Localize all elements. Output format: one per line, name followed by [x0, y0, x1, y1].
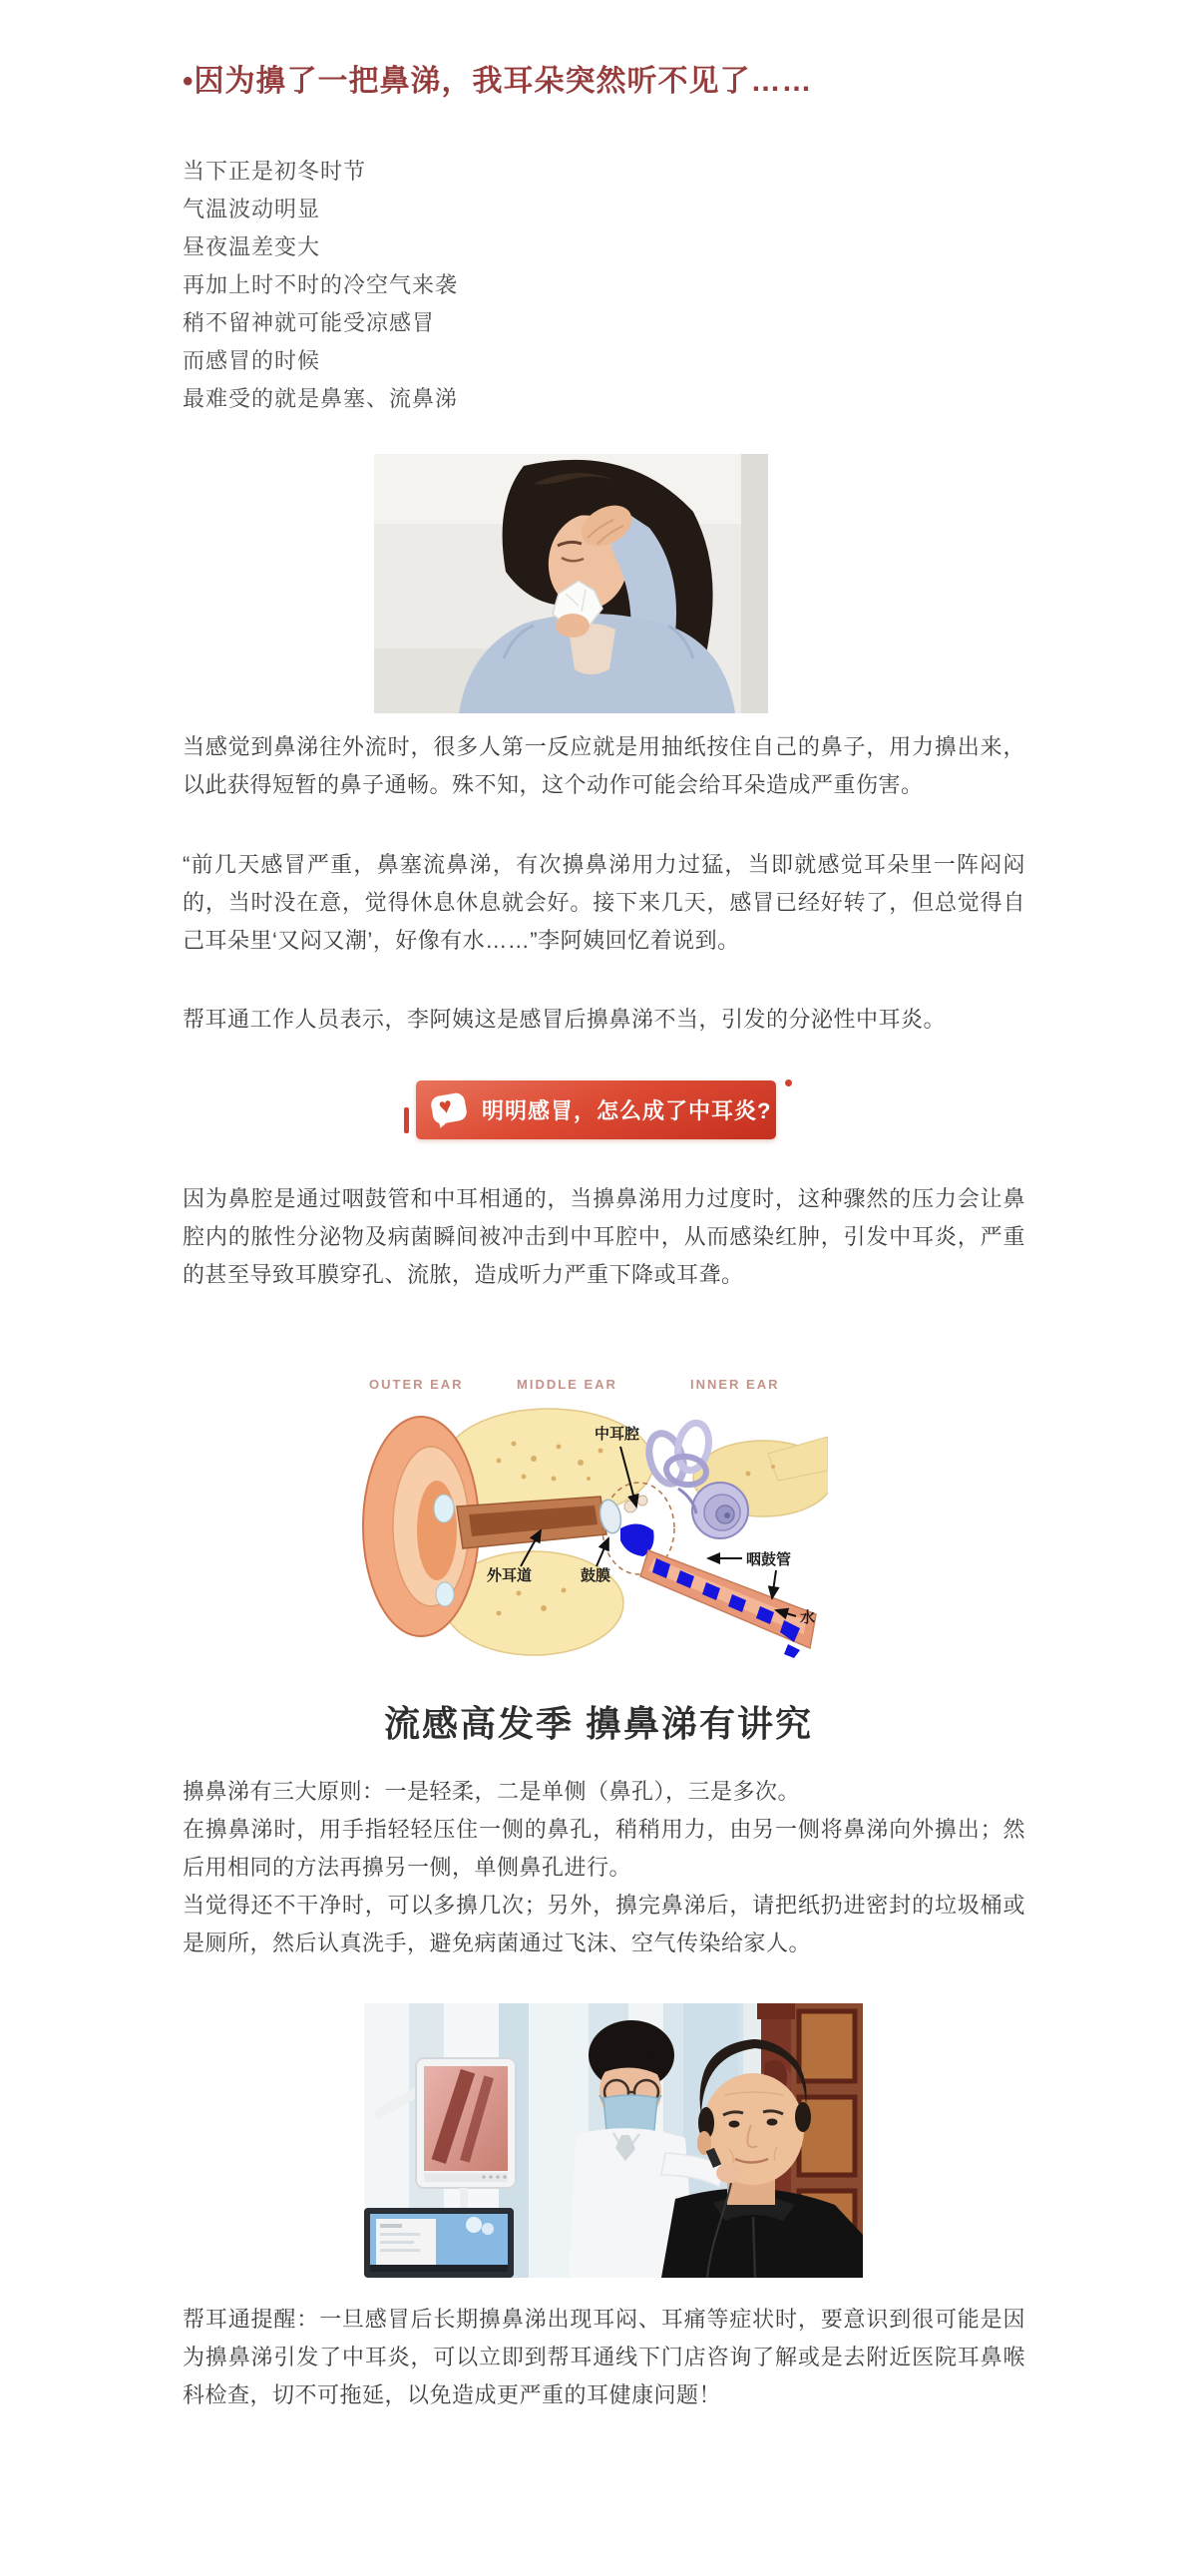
eardrum-label: 鼓膜: [581, 1567, 611, 1584]
outer-ear-region-label: OUTER EAR: [369, 1377, 464, 1392]
paragraph-staff-comment: 帮耳通工作人员表示，李阿姨这是感冒后擤鼻涕不当，引发的分泌性中耳炎。: [183, 1007, 947, 1032]
laptop: [364, 2208, 514, 2278]
paragraph-why-otitis: 因为鼻腔是通过咽鼓管和中耳相通的，当擤鼻涕用力过度时，这种骤然的压力会让鼻腔内的脓性分泌物及病菌瞬间被冲击到中耳腔中，从而感染红肿，引发中耳炎，严重的甚至导致耳膜穿孔、流脓，造成听力严重下降或耳聋。: [183, 1186, 1025, 1287]
flu-woman-illustration: [374, 454, 768, 713]
eustachian-tube-label: 咽鼓管: [746, 1551, 792, 1568]
intro-line: 稍不留神就可能受凉感冒: [183, 310, 436, 335]
intro-line: 昼夜温差变大: [183, 234, 321, 259]
intro-lines: [183, 153, 458, 418]
section-heading: 流感高发季 擤鼻涕有讲究: [383, 1703, 813, 1744]
flu-woman-photo: [374, 454, 768, 713]
banner-accent-dot: [785, 1079, 792, 1086]
paragraph-blow-nose-habit: 当感觉到鼻涕往外流时，很多人第一反应就是用抽纸按住自己的鼻子，用力擤出来，以此获得短暂的鼻子通畅。殊不知，这个动作可能会给耳朵造成严重伤害。: [183, 734, 1025, 797]
intro-line: 最难受的就是鼻塞、流鼻涕: [183, 386, 459, 411]
section-banner: [416, 1080, 776, 1139]
water-label: 水: [800, 1609, 816, 1626]
paragraph-hygiene-advice: 当觉得还不干净时，可以多擤几次；另外，擤完鼻涕后，请把纸扔进密封的垃圾桶或是厕所，然后认真洗手，避免病菌通过飞沫、空气传染给家人。: [183, 1893, 1025, 1955]
chat-heart-icon: ♥: [430, 1092, 470, 1128]
middle-ear-region-label: MIDDLE EAR: [517, 1377, 617, 1392]
inner-ear-region-label: INNER EAR: [690, 1377, 780, 1392]
ear-canal-label: 外耳道: [487, 1567, 533, 1584]
paragraph-one-side-method: 在擤鼻涕时，用手指轻轻压住一侧的鼻孔，稍稍用力，由另一侧将鼻涕向外擤出；然后用相同的方法再擤另一侧，单侧鼻孔进行。: [183, 1817, 1025, 1880]
article-title: •因为擤了一把鼻涕，我耳朵突然听不见了……: [183, 65, 813, 98]
paragraph-aunt-li-quote: “前几天感冒严重，鼻塞流鼻涕，有次擤鼻涕用力过猛，当即就感觉耳朵里一阵闷闷的，当时没在意，觉得休息休息就会好。接下来几天，感冒已经好转了，但总觉得自己耳朵里‘又闷又潮’，好像有水……”李阿姨回忆着说到。: [183, 852, 1025, 953]
intro-line: 气温波动明显: [183, 197, 321, 221]
paragraph-final-reminder: 帮耳通提醒：一旦感冒后长期擤鼻涕出现耳闷、耳痛等症状时，要意识到很可能是因为擤鼻涕引发了中耳炎，可以立即到帮耳通线下门店咨询了解或是去附近医院耳鼻喉科检查，切不可拖延，以免造成更严重的耳健康问题！: [183, 2307, 1025, 2407]
ear-anatomy-illustration: [349, 1359, 828, 1658]
paragraph-three-principles: 擤鼻涕有三大原则：一是轻柔，二是单侧（鼻孔），三是多次。: [183, 1779, 801, 1804]
intro-line: 当下正是初冬时节: [183, 159, 367, 184]
blowing-rules: [183, 1773, 1025, 1962]
middle-ear-cavity-label: 中耳腔: [595, 1426, 640, 1443]
ear-anatomy-diagram: [349, 1359, 828, 1658]
intro-line: 再加上时不时的冷空气来袭: [183, 272, 459, 297]
ear-exam-photo: [364, 2003, 863, 2278]
intro-line: 而感冒的时候: [183, 348, 321, 373]
ear-exam-illustration: [364, 2003, 863, 2278]
banner-title: 明明感冒，怎么成了中耳炎?: [482, 1098, 772, 1123]
banner-accent-bar: [404, 1107, 409, 1133]
